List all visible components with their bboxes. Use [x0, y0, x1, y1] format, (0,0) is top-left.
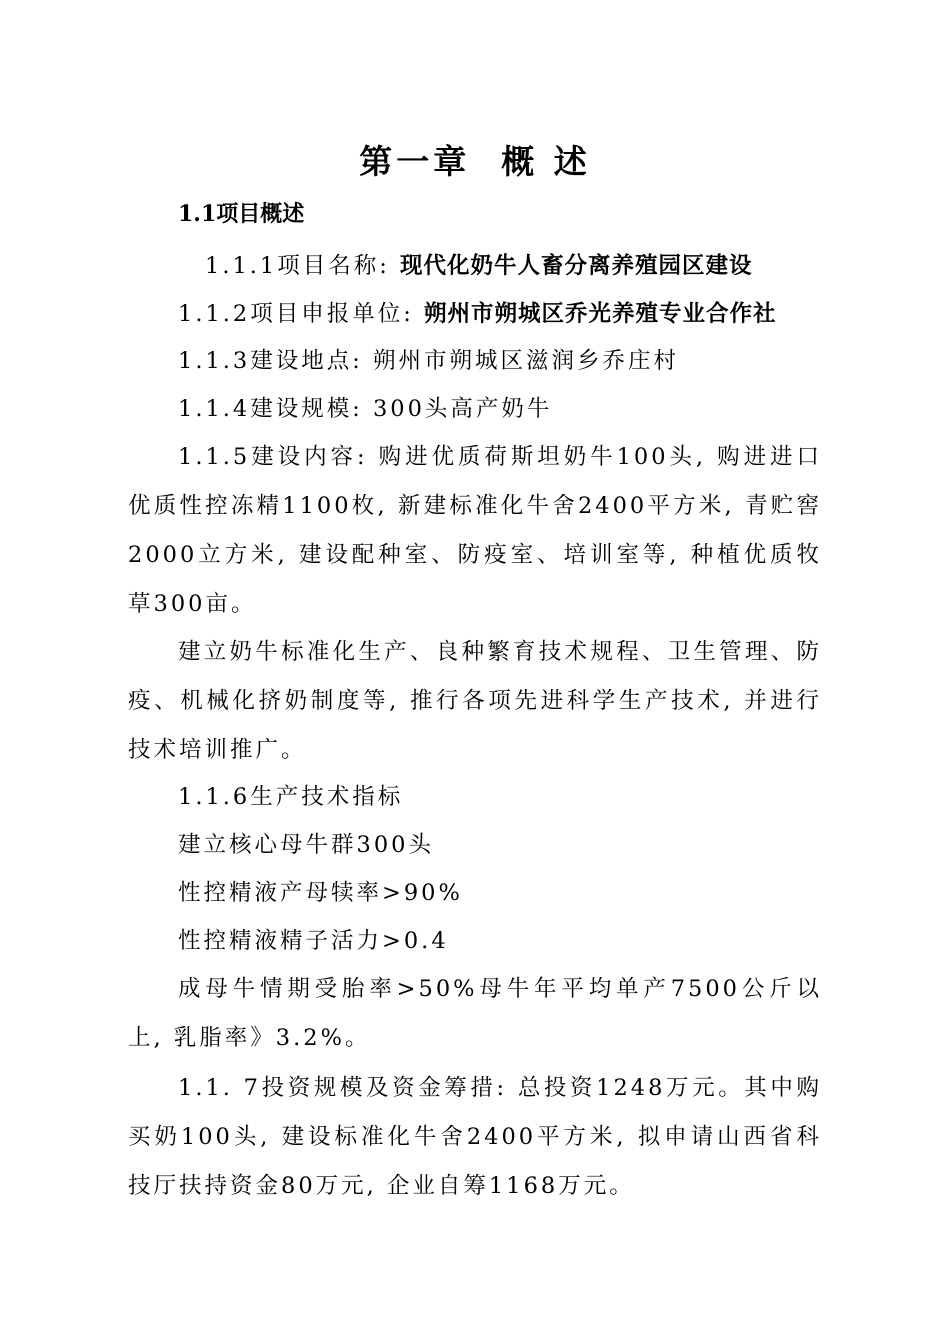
investment-paragraph: 1.1. 7投资规模及资金筹措: 总投资1248万元。其中购买奶100头, 建设标准化牛舍2400平方米, 拟申请山西省科技厅扶持资金80万元, 企业自筹1168万元。 — [128, 1075, 822, 1199]
section-heading: 1.1项目概述 — [178, 201, 305, 227]
indicator-4-paragraph: 成母牛情期受胎率>50%母牛年平均单产7500公斤以上, 乳脂率》3.2%。 — [128, 976, 822, 1051]
applicant-unit-value: 朔州市朔城区乔光养殖专业合作社 — [424, 301, 777, 327]
chapter-title: 第一章 概 述 — [359, 142, 591, 181]
applicant-unit-label: 1.1.2项目申报单位: — [178, 301, 414, 327]
location-line: 1.1.3建设地点: 朔州市朔城区滋润乡乔庄村 — [178, 348, 679, 374]
project-name-line — [205, 248, 753, 284]
scale-line: 1.1.4建设规模: 300头高产奶牛 — [178, 396, 553, 422]
indicator-3: 性控精液精子活力>0.4 — [178, 928, 449, 954]
project-name-value: 现代化奶牛人畜分离养殖园区建设 — [400, 253, 753, 279]
indicator-2: 性控精液产母犊率>90% — [178, 880, 463, 906]
content-paragraph: 1.1.5建设内容: 购进优质荷斯坦奶牛100头, 购进进口优质性控冻精1100枚, 新建标准化牛舍2400平方米, 青贮窖2000立方米, 建设配种室、防疫室、培训室等, 种植优质牧草300亩。 — [128, 444, 822, 617]
applicant-unit-line — [178, 296, 777, 332]
indicator-1: 建立核心母牛群300头 — [178, 832, 434, 858]
indicators-title: 1.1.6生产技术指标 — [178, 784, 404, 810]
project-name-label: 1.1.1项目名称: — [205, 253, 390, 279]
standard-paragraph: 建立奶牛标准化生产、良种繁育技术规程、卫生管理、防疫、机械化挤奶制度等, 推行各项先进科学生产技术, 并进行技术培训推广。 — [128, 639, 822, 763]
